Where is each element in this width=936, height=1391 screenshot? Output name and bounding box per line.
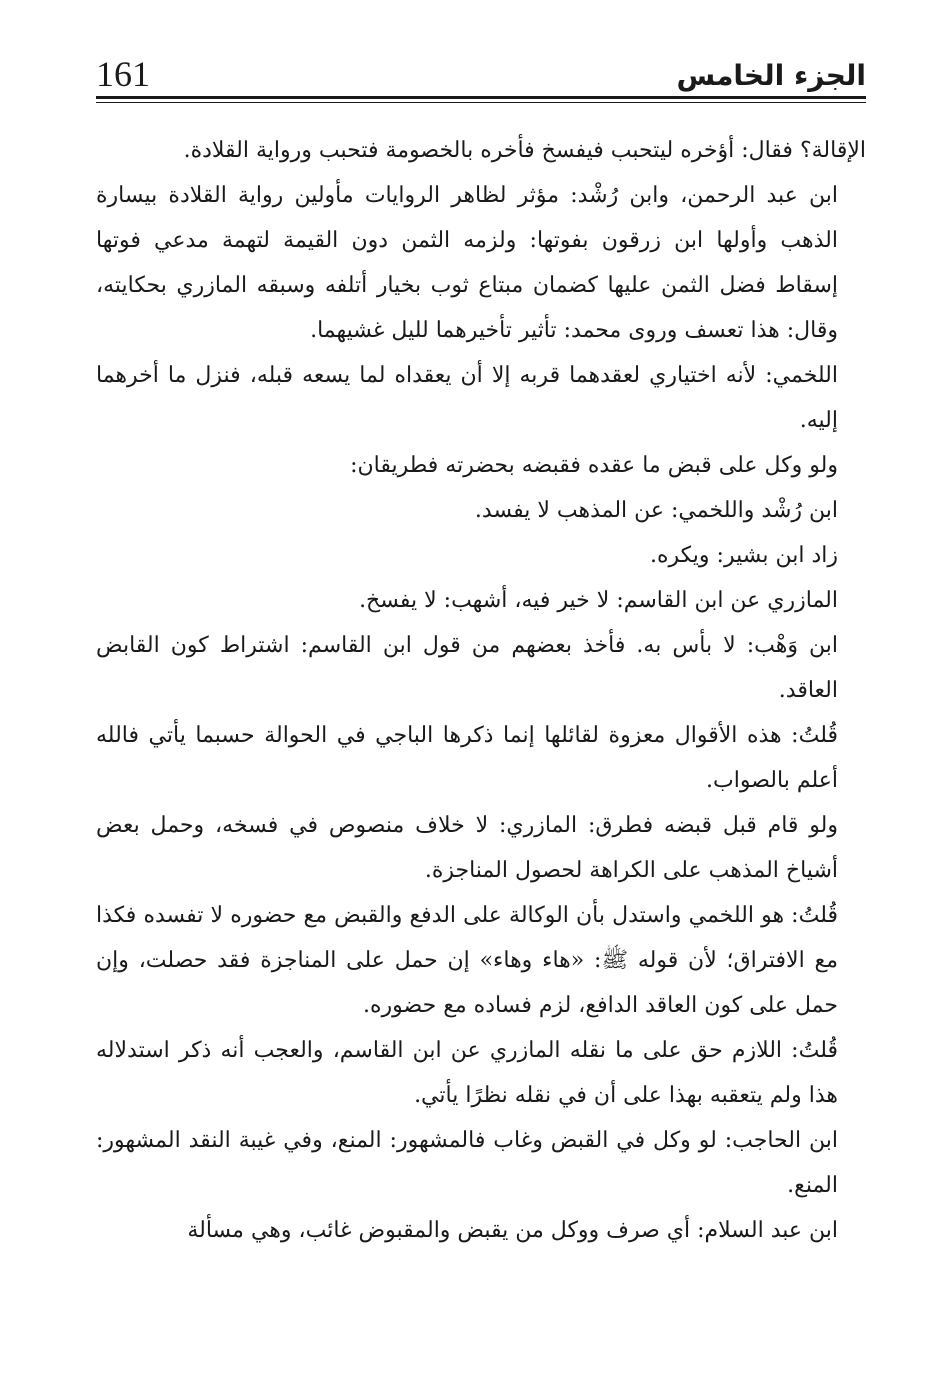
paragraph-13: ابن الحاجب: لو وكل في القبض وغاب فالمشهور: المنع، وفي غيبة النقد المشهور: المنع. <box>96 1128 838 1198</box>
paragraph-5: ابن رُشْد واللخمي: عن المذهب لا يفسد. <box>474 498 838 523</box>
paragraph-6: زاد ابن بشير: ويكره. <box>650 543 838 568</box>
paragraph-4: ولو وكل على قبض ما عقده فقبضه بحضرته فطريقان: <box>350 453 838 478</box>
paragraph-8: ابن وَهْب: لا بأس به. فأخذ بعضهم من قول ابن القاسم: اشتراط كون القابض العاقد. <box>96 633 838 703</box>
running-title: الجزء الخامس <box>676 59 866 92</box>
header-rule-thin <box>96 102 866 103</box>
paragraph-2: ابن عبد الرحمن، وابن رُشْد: مؤثر لظاهر الروايات مأولين رواية القلادة بيسارة الذهب وأولها ابن زرقون بفوتها: ولزمه الثمن دون القيمة لتهمة مدعي فوتها إسقاط فضل الثمن عليها كضمان مبتاع ثوب بخيار أتلفه وسبقه المازري بحكايته، وقال: هذا تعسف وروى محمد: تأثير تأخيرهما لليل غشيهما. <box>96 183 838 343</box>
paragraph-1: الإقالة؟ فقال: أؤخره ليتحبب فيفسخ فأخره بالخصومة فتحبب ورواية القلادة. <box>183 138 866 163</box>
paragraph-7: المازري عن ابن القاسم: لا خير فيه، أشهب: لا يفسخ. <box>359 588 838 613</box>
body-text <box>96 128 866 1253</box>
page-number: 161 <box>96 54 150 94</box>
paragraph-9: قُلتُ: هذه الأقوال معزوة لقائلها إنما ذكرها الباجي في الحوالة حسبما يأتي فالله أعلم بالصواب. <box>96 723 838 793</box>
paragraph-14: ابن عبد السلام: أي صرف ووكل من يقبض والمقبوض غائب، وهي مسألة <box>187 1218 838 1243</box>
paragraph-3: اللخمي: لأنه اختياري لعقدهما قربه إلا أن يعقداه لما يسعه قبله، فنزل ما أخرهما إليه. <box>96 363 838 433</box>
page-header <box>96 40 866 100</box>
header-rule-thick <box>96 96 866 99</box>
paragraph-11: قُلتُ: هو اللخمي واستدل بأن الوكالة على الدفع والقبض مع حضوره لا تفسده فكذا مع الافتراق؛ لأن قوله ﷺ: «هاء وهاء» إن حمل على المناجزة فقد حصلت، وإن حمل على كون العاقد الدافع، لزم فساده مع حضوره. <box>96 903 838 1018</box>
paragraph-10: ولو قام قبل قبضه فطرق: المازري: لا خلاف منصوص في فسخه، وحمل بعض أشياخ المذهب على الكراهة لحصول المناجزة. <box>96 813 838 883</box>
paragraph-12: قُلتُ: اللازم حق على ما نقله المازري عن ابن القاسم، والعجب أنه ذكر استدلاله هذا ولم يتعقبه بهذا على أن في نقله نظرًا يأتي. <box>96 1038 838 1108</box>
